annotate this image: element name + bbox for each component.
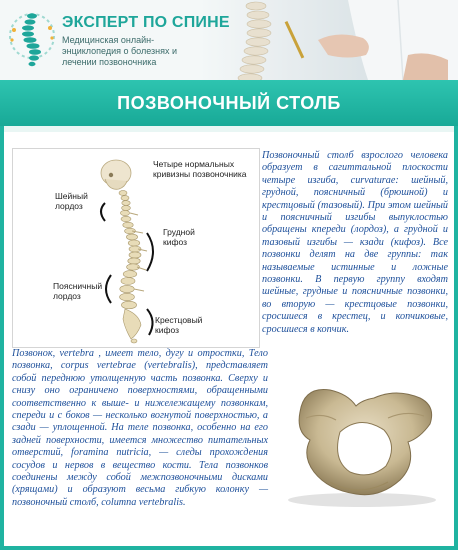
label-sacral-kyphosis: Крестцовый кифоз (155, 315, 203, 335)
spine-skeleton-illustration (13, 149, 261, 349)
spine-curvature-paragraph: Позвоночный столб взрослого человека образует в сагиттальной плоскости четыре изгиба, curvaturae: шейный, грудной, поясничный (брюшной) и крестцовый (тазовый). При этом шейный и поясничный изгибы выпуклостью обращены кпереди (лордоз), а грудной и тазовый изгибы — кзади (кифоз). Все позвонки делят на две группы: так называемые истинные и ложные позвонки. В первую группу входят шейные, грудные и поясничные позвонки, во вторую — крестцовые позвонки, сросшиеся в крестец, и копчиковые, сросшиеся в копчик. (262, 150, 448, 335)
vertebra-description-paragraph: Позвонок, vertebra , имеет тело, дугу и отростки, Тело позвонка, corpus vertebrae (vertebralis), представляет собой переднюю утолщенную часть позвонка. Сверху и снизу оно ограничено поверхностями, обращенными соответственно к выше- и нижележащему позвонкам, спереди и с боков — несколько вогнутой поверхностью, а сзади — уплощенной. На теле позвонка, особенно на его задней поверхности, имеется множество питательных отверстий, foramina nutricia, — следы прохождения сосудов и нервов в вещество кости. Тела позвонков соединены между собой межпозвоночными дисками (хрящами) и образуют весьма гибкую колонку — позвоночный столб, columna vertebralis. (12, 348, 268, 508)
label-four-curves: Четыре нормальных кривизны позвоночника (153, 159, 247, 179)
doctor-spine-illustration (198, 0, 458, 80)
label-lumbar-lordosis: Поясничный лордоз (53, 281, 103, 301)
vertebra-photo (270, 372, 450, 510)
title-banner (0, 80, 458, 126)
site-header (0, 0, 458, 80)
skull-icon (101, 160, 131, 189)
logo-icon[interactable] (8, 8, 56, 70)
page-title: ПОЗВОНОЧНЫЙ СТОЛБ (117, 92, 341, 113)
brand-subtitle: Медицинская онлайн-энциклопедия о болезнях и лечении позвоночника (62, 35, 178, 67)
header-background-photo (198, 0, 458, 80)
spine-figure (12, 148, 260, 348)
label-cervical-lordosis: Шейный лордоз (55, 191, 88, 211)
brand-title: ЭКСПЕРТ ПО СПИНЕ (62, 14, 230, 31)
label-thoracic-kyphosis: Грудной кифоз (163, 227, 195, 247)
brand[interactable] (62, 14, 230, 68)
